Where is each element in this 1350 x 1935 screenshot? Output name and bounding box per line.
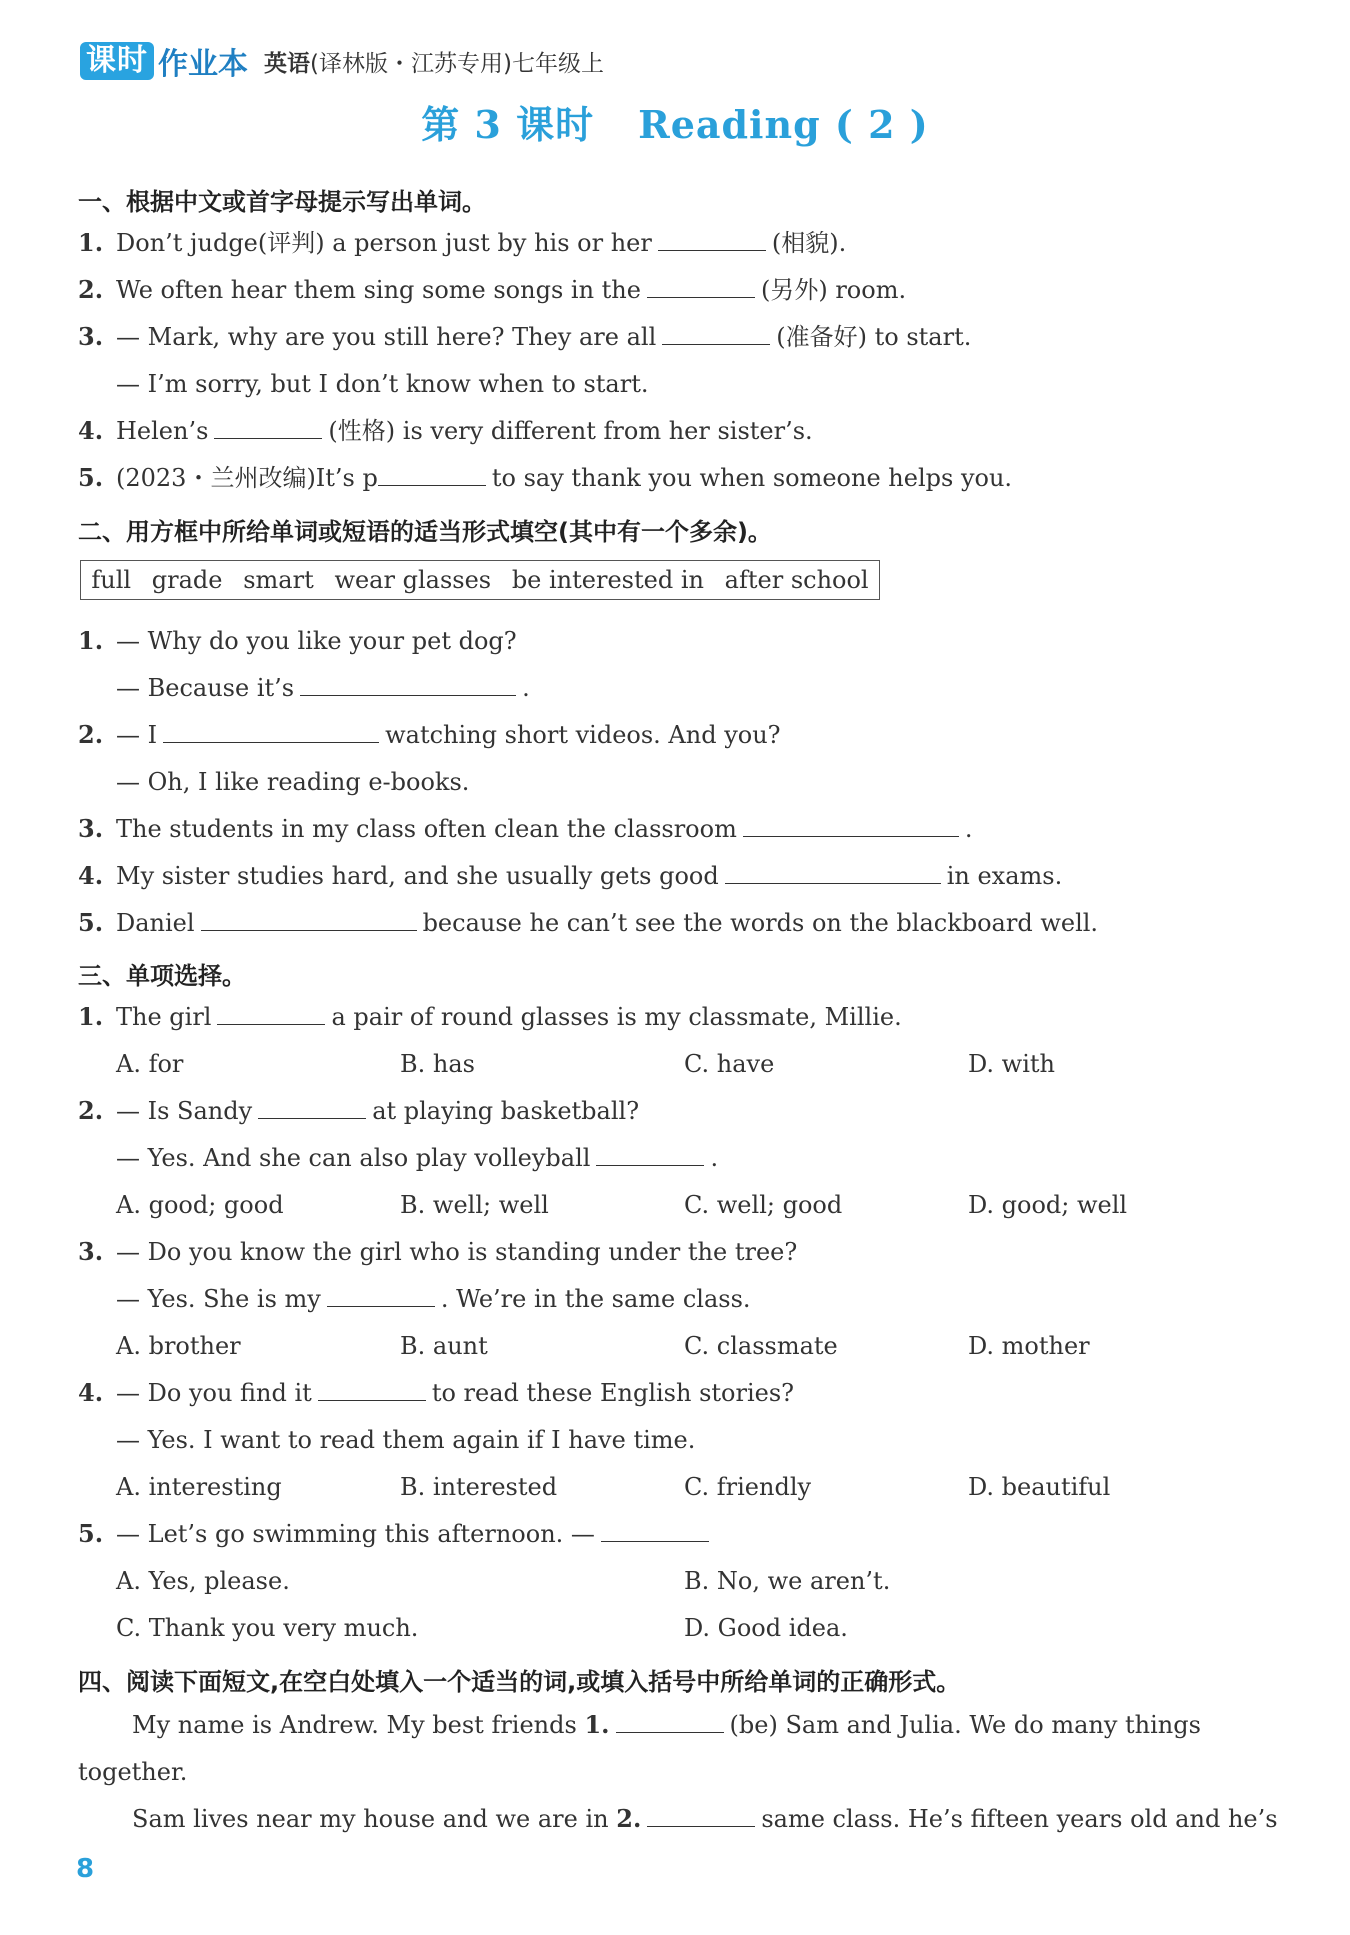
option-d[interactable]: D. with	[968, 1050, 1055, 1078]
answer-blank[interactable]	[201, 908, 417, 931]
answer-blank[interactable]	[662, 322, 770, 345]
s3-q4-reply: — Yes. I want to read them again if I have time.	[116, 1426, 696, 1454]
answer-blank[interactable]	[596, 1143, 704, 1166]
passage-line-3: Sam lives near my house and we are in 2. same class. He’s fifteen years old and he’s	[132, 1804, 1278, 1833]
s2-item-1-reply: — Because it’s .	[116, 674, 530, 702]
lesson-topic: Reading ( 2 )	[638, 102, 929, 147]
answer-blank[interactable]	[378, 463, 486, 486]
s1-item-5: 5. (2023・兰州改编)It’s p to say thank you when someone helps you.	[78, 463, 1013, 492]
word-box	[80, 560, 880, 600]
answer-blank[interactable]	[647, 1804, 755, 1827]
word-option: full	[91, 566, 132, 594]
option-b[interactable]: B. has	[400, 1050, 475, 1078]
s3-q2-reply: — Yes. And she can also play volleyball .	[116, 1144, 719, 1172]
option-b[interactable]: B. well; well	[400, 1191, 549, 1219]
s1-item-2: 2. We often hear them sing some songs in the (另外) room.	[78, 275, 907, 304]
answer-blank[interactable]	[658, 228, 766, 251]
s2-item-2-reply: — Oh, I like reading e-books.	[116, 768, 470, 796]
section-3-heading: 三、单项选择。	[78, 962, 246, 990]
s2-item-4: 4. My sister studies hard, and she usually gets good in exams.	[78, 861, 1063, 890]
answer-blank[interactable]	[327, 1284, 435, 1307]
answer-blank[interactable]	[217, 1002, 325, 1025]
section-4-heading: 四、阅读下面短文,在空白处填入一个适当的词,或填入括号中所给单词的正确形式。	[78, 1668, 961, 1696]
book-header	[80, 36, 604, 86]
option-a[interactable]: A. for	[116, 1050, 184, 1078]
option-a[interactable]: A. good; good	[116, 1191, 284, 1219]
answer-blank[interactable]	[647, 275, 755, 298]
option-b[interactable]: B. No, we aren’t.	[684, 1567, 891, 1595]
answer-blank[interactable]	[743, 814, 959, 837]
option-d[interactable]: D. good; well	[968, 1191, 1128, 1219]
series-name: 作业本	[158, 47, 248, 82]
word-option: be interested in	[511, 566, 704, 594]
subject-line: 英语(译林版・江苏专用)七年级上	[264, 50, 604, 77]
word-option: wear glasses	[334, 566, 492, 594]
answer-blank[interactable]	[318, 1378, 426, 1401]
answer-blank[interactable]	[725, 861, 941, 884]
s1-item-4: 4. Helen’s (性格) is very different from her sister’s.	[78, 416, 813, 445]
page-number: 8	[76, 1854, 95, 1884]
section-2-heading: 二、用方框中所给单词或短语的适当形式填空(其中有一个多余)。	[78, 518, 772, 546]
option-d[interactable]: D. Good idea.	[684, 1614, 848, 1642]
s3-q4: 4. — Do you find it to read these English stories?	[78, 1378, 795, 1407]
section-1-heading: 一、根据中文或首字母提示写出单词。	[78, 188, 486, 216]
answer-blank[interactable]	[300, 673, 516, 696]
passage-line-2: together.	[78, 1758, 188, 1786]
word-option: grade	[151, 566, 223, 594]
lesson-number: 第 3 课时	[421, 102, 595, 147]
s2-item-1: 1. — Why do you like your pet dog?	[78, 626, 517, 655]
option-a[interactable]: A. interesting	[116, 1473, 282, 1501]
s1-item-3: 3. — Mark, why are you still here? They are all (准备好) to start.	[78, 322, 972, 351]
option-c[interactable]: C. Thank you very much.	[116, 1614, 419, 1642]
option-a[interactable]: A. Yes, please.	[116, 1567, 290, 1595]
s3-q2: 2. — Is Sandy at playing basketball?	[78, 1096, 640, 1125]
page-title	[0, 94, 1350, 149]
series-logo: 课时	[80, 42, 154, 80]
s3-q3: 3. — Do you know the girl who is standing under the tree?	[78, 1237, 798, 1266]
word-option: after school	[724, 566, 869, 594]
s2-item-2: 2. — I watching short videos. And you?	[78, 720, 781, 749]
option-c[interactable]: C. friendly	[684, 1473, 812, 1501]
answer-blank[interactable]	[616, 1710, 724, 1733]
passage-line-1: My name is Andrew. My best friends 1. (be) Sam and Julia. We do many things	[132, 1710, 1201, 1739]
s3-q3-reply: — Yes. She is my . We’re in the same class.	[116, 1285, 751, 1313]
s2-item-5: 5. Daniel because he can’t see the words on the blackboard well.	[78, 908, 1099, 937]
s1-item-3-reply: — I’m sorry, but I don’t know when to start.	[116, 370, 649, 398]
s1-item-1: 1. Don’t judge(评判) a person just by his or her (相貌).	[78, 228, 847, 257]
s3-q1: 1. The girl a pair of round glasses is my classmate, Millie.	[78, 1002, 902, 1031]
option-a[interactable]: A. brother	[116, 1332, 241, 1360]
answer-blank[interactable]	[601, 1519, 709, 1542]
option-b[interactable]: B. aunt	[400, 1332, 488, 1360]
s2-item-3: 3. The students in my class often clean the classroom .	[78, 814, 973, 843]
answer-blank[interactable]	[214, 416, 322, 439]
option-c[interactable]: C. have	[684, 1050, 775, 1078]
option-d[interactable]: D. mother	[968, 1332, 1090, 1360]
answer-blank[interactable]	[163, 720, 379, 743]
option-c[interactable]: C. well; good	[684, 1191, 843, 1219]
option-b[interactable]: B. interested	[400, 1473, 558, 1501]
word-option: smart	[243, 566, 314, 594]
answer-blank[interactable]	[258, 1096, 366, 1119]
option-c[interactable]: C. classmate	[684, 1332, 838, 1360]
s3-q5: 5. — Let’s go swimming this afternoon. —	[78, 1519, 715, 1549]
option-d[interactable]: D. beautiful	[968, 1473, 1111, 1501]
